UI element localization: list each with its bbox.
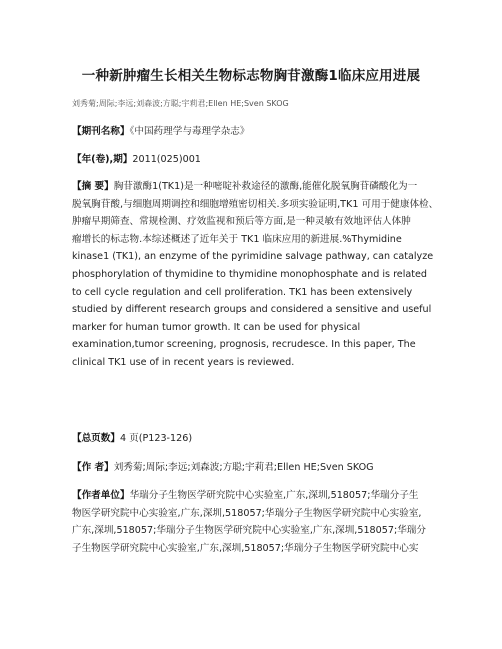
- abstract-line: kinase1 (TK1), an enzyme of the pyrimidine salvage pathway, can catalyze: [72, 251, 434, 263]
- abstract-line: 【摘 要】胸苷激酶1(TK1)是一种嘧啶补救途径的激酶,能催化脱氧胸苷磷酸化为一: [72, 181, 418, 192]
- total-pages-field: [72, 430, 192, 447]
- abstract-line: phosphorylation of thymidine to thymidine monophosphate and is related: [72, 268, 427, 280]
- abstract-line: to cell cycle regulation and cell proliferation. TK1 has been extensively: [72, 286, 413, 298]
- author-field: [72, 459, 374, 476]
- abstract-line: 肿瘤早期筛查、常规检测、疗效监视和预后等方面,是一种灵敏有效地评估人体肿: [72, 216, 411, 228]
- affiliation-line: 广东,深圳,518057;华瑞分子生物医学研究院中心实验室,广东,深圳,518057;华瑞分: [72, 525, 426, 537]
- abstract-line: examination,tumor screening, prognosis, recrudesce. In this paper, The: [72, 339, 416, 351]
- author-label: 【作 者】: [72, 462, 114, 473]
- year-issue-field: [72, 151, 201, 168]
- affiliation-line: 子生物医学研究院中心实验室,广东,深圳,518057;华瑞分子生物医学研究院中心实: [72, 542, 419, 554]
- affiliation-label: 【作者单位】: [72, 490, 130, 501]
- abstract-label: 【摘 要】: [72, 181, 114, 192]
- abstract-paragraph: [72, 178, 438, 372]
- total-pages-label: 【总页数】: [72, 433, 120, 444]
- journal-value: 《中国药理学与毒理学杂志》: [129, 126, 250, 137]
- abstract-line: 脱氧胸苷酸,与细胞周期调控和细胞增殖密切相关.多项实验证明,TK1 可用于健康体检、: [72, 198, 439, 210]
- year-issue-label: 【年(卷),期】: [72, 154, 133, 165]
- abstract-line: clinical TK1 use of in recent years is reviewed.: [72, 356, 295, 368]
- total-pages-value: 4 页(P123-126): [119, 433, 193, 444]
- abstract-line: marker for human tumor growth. It can be used for physical: [72, 321, 361, 333]
- affiliation-paragraph: [72, 487, 426, 557]
- author-list: 刘秀菊;周际;李远;刘森波;方聪;宇莉君;Ellen HE;Sven SKOG: [72, 99, 289, 108]
- journal-field: [72, 123, 249, 140]
- affiliation-line: 物医学研究院中心实验室,广东,深圳,518057;华瑞分子生物医学研究院中心实验室,: [72, 507, 422, 519]
- article-title: 一种新肿瘤生长相关生物标志物胸苷激酶1临床应用进展: [81, 68, 421, 84]
- affiliation-line: 【作者单位】华瑞分子生物医学研究院中心实验室,广东,深圳,518057;华瑞分子生: [72, 490, 419, 501]
- abstract-line: 瘤增长的标志物.本综述概述了近年关于 TK1 临床应用的新进展.%Thymidine: [72, 233, 402, 245]
- year-issue-value: 2011(025)001: [132, 154, 201, 165]
- journal-label: 【期刊名称】: [72, 126, 130, 137]
- author-value: 刘秀菊;周际;李远;刘森波;方聪;宇莉君;Ellen HE;Sven SKOG: [113, 462, 374, 473]
- abstract-line: studied by different research groups and considered a sensitive and useful: [72, 304, 432, 316]
